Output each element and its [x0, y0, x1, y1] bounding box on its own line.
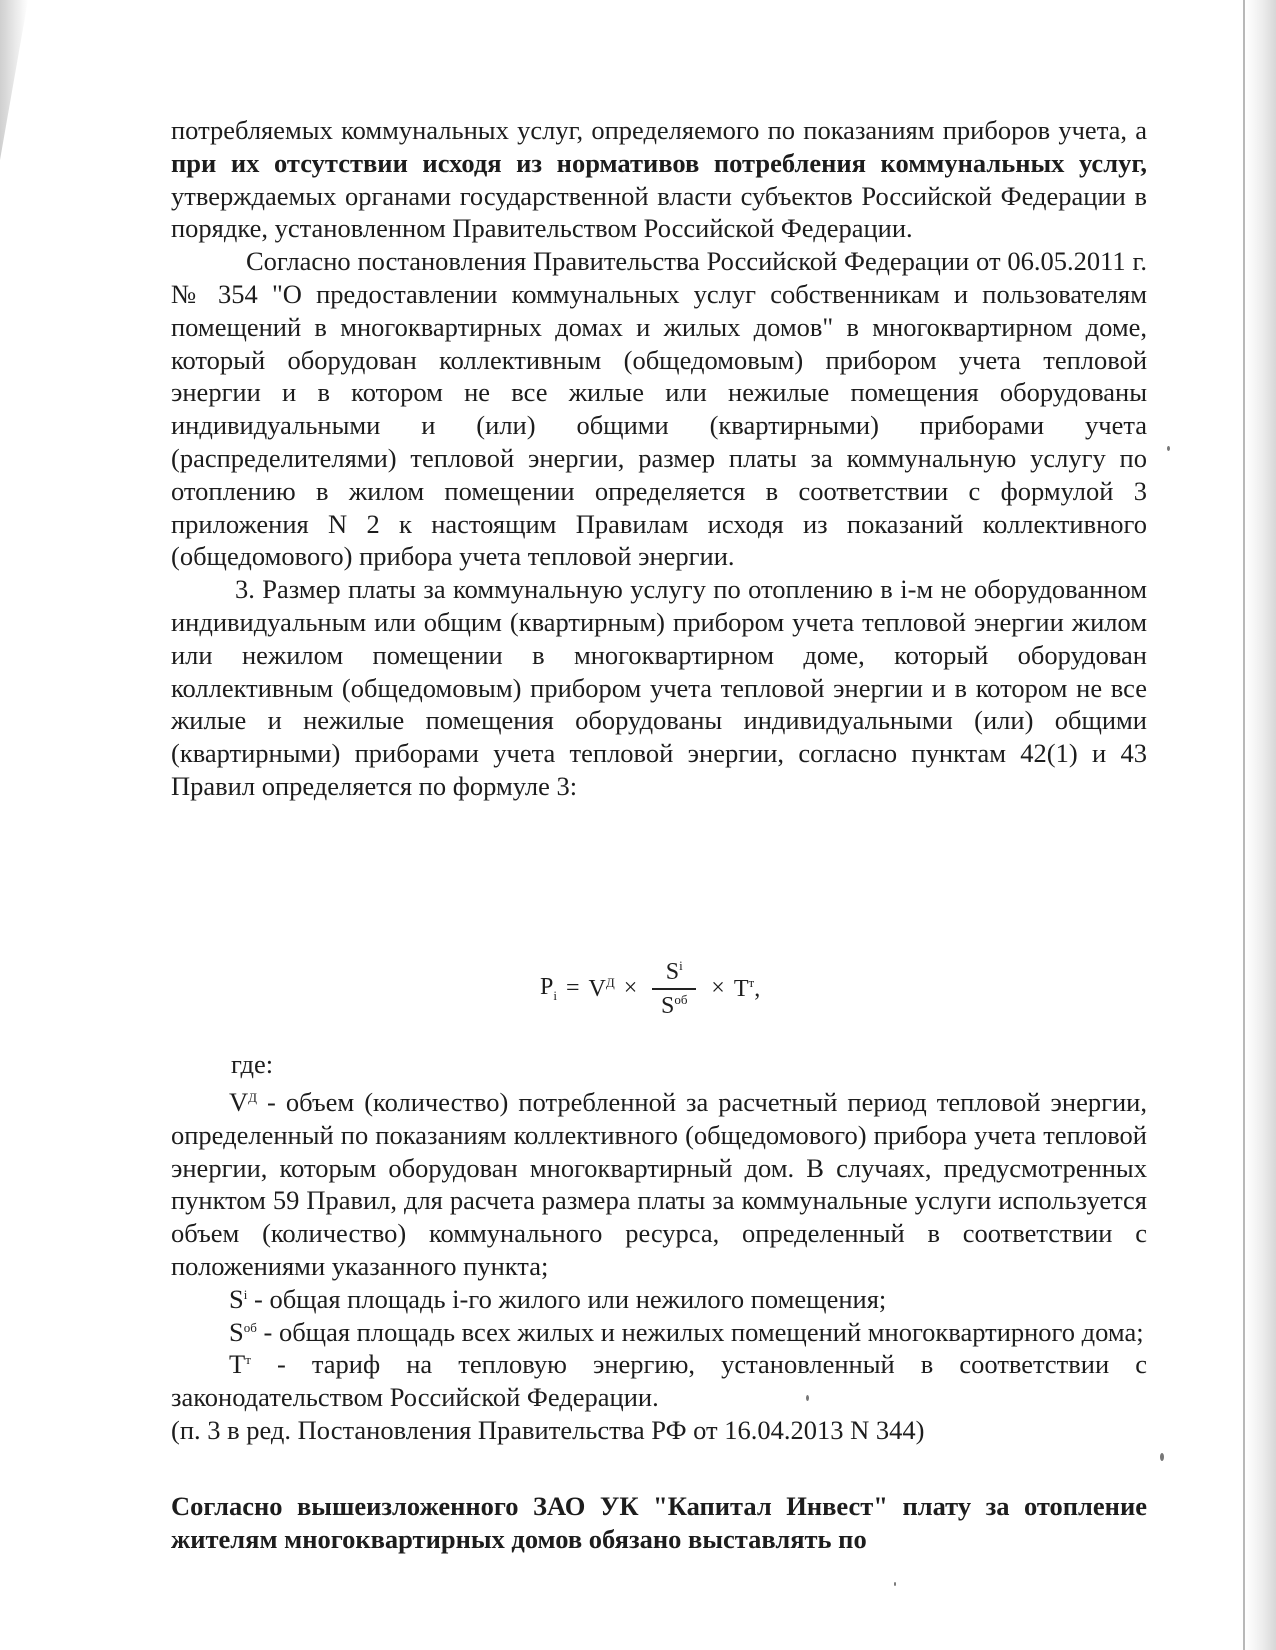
- conclusion-bold: Согласно вышеизложенного ЗАО УК "Капитал Инвест" плату за отопление жителям многоквартирных домов обязано выставлять по: [171, 1491, 1147, 1554]
- page-corner-shadow: [0, 0, 28, 160]
- definition-t: $T^т$ - тариф на тепловую энергию, установленный в соответствии с законодательством Российской Федерации.: [171, 1349, 1147, 1413]
- paragraph-3: 3. Размер платы за коммунальную услугу по отоплению в i-м не оборудованном индивидуальным или общим (квартирным) прибором учета тепловой энергии жилом или нежилом помещении в многоквартирном доме, который оборудован коллективным (общедомовым) прибором учета тепловой энергии и в котором не все жилые и нежилые помещения оборудованы индивидуальными (или) общими (квартирными) приборами учета тепловой энергии, согласно пунктам 42(1) и 43 Правил определяется по формуле 3:: [171, 574, 1147, 801]
- bold-phrase: при их отсутствии исходя из нормативов потребления коммунальных услуг,: [171, 147, 1147, 178]
- formula-times-2: ×: [711, 975, 725, 1002]
- page-edge-shadow: [1246, 0, 1276, 1650]
- definition-sob: $S^{об}$ - общая площадь всех жилых и нежилых помещений многоквартирного дома;: [229, 1316, 1144, 1347]
- scan-speck: [894, 1582, 896, 1586]
- fraction-denominator: $S^{об}$: [661, 991, 688, 1019]
- definition-v: $V^Д$ - объем (количество) потребленной за расчетный период тепловой энергии, определенный по показаниям коллективного (общедомового) прибора учета тепловой энергии, которым оборудован многоквартирный дом. В случаях, предусмотренных пунктом 59 Правил, для расчета размера платы за коммунальные услуги используется объем (количество) коммунального ресурса, определенный в соответствии с положениями указанного пункта;: [171, 1087, 1147, 1281]
- scan-speck: [806, 1395, 809, 1401]
- amendment-note: (п. 3 в ред. Постановления Правительства РФ от 16.04.2013 N 344): [171, 1414, 925, 1445]
- formula-fraction: [652, 958, 696, 1020]
- formula-t: $T^т$,: [733, 974, 761, 1002]
- definitions: [171, 1086, 1147, 1447]
- formula-p: $P_i$: [540, 973, 557, 1003]
- where-label: где:: [231, 1049, 274, 1079]
- paragraph-2: Согласно постановления Правительства Российской Федерации от 06.05.2011 г. № 354 "О предоставлении коммунальных услуг собственникам и пользователям помещений в многоквартирных домах и жилых домов" в многоквартирном доме, который оборудован коллективным (общедомовым) прибором учета тепловой энергии и в котором не все жилые или нежилые помещения оборудованы индивидуальными и (или) общими (квартирными) приборами учета (распределителями) тепловой энергии, размер платы за коммунальную услугу по отоплению в жилом помещении определяется в соответствии с формулой 3 приложения N 2 к настоящим Правилам исходя из показаний коллективного (общедомового) прибора учета тепловой энергии.: [171, 246, 1147, 572]
- conclusion-block: [171, 1490, 1147, 1556]
- formula-v: $V^Д$: [588, 974, 615, 1002]
- document-body-top: [171, 114, 1147, 803]
- definition-si: $S^i$ - общая площадь i-го жилого или нежилого помещения;: [229, 1283, 887, 1314]
- formula-3: [540, 958, 760, 1020]
- formula-equals: =: [565, 975, 580, 1002]
- page-edge-line: [1243, 0, 1245, 1650]
- paragraph-1: потребляемых коммунальных услуг, определяемого по показаниям приборов учета, а при их отсутствии исходя из нормативов потребления коммунальных услуг, утверждаемых органами государственной власти субъектов Российской Федерации в порядке, установленном Правительством Российской Федерации.: [171, 115, 1147, 244]
- scan-speck: [1167, 446, 1170, 451]
- formula-times-1: ×: [623, 975, 638, 1002]
- scan-speck: [1160, 1453, 1164, 1461]
- fraction-numerator: $S^i$: [665, 958, 683, 985]
